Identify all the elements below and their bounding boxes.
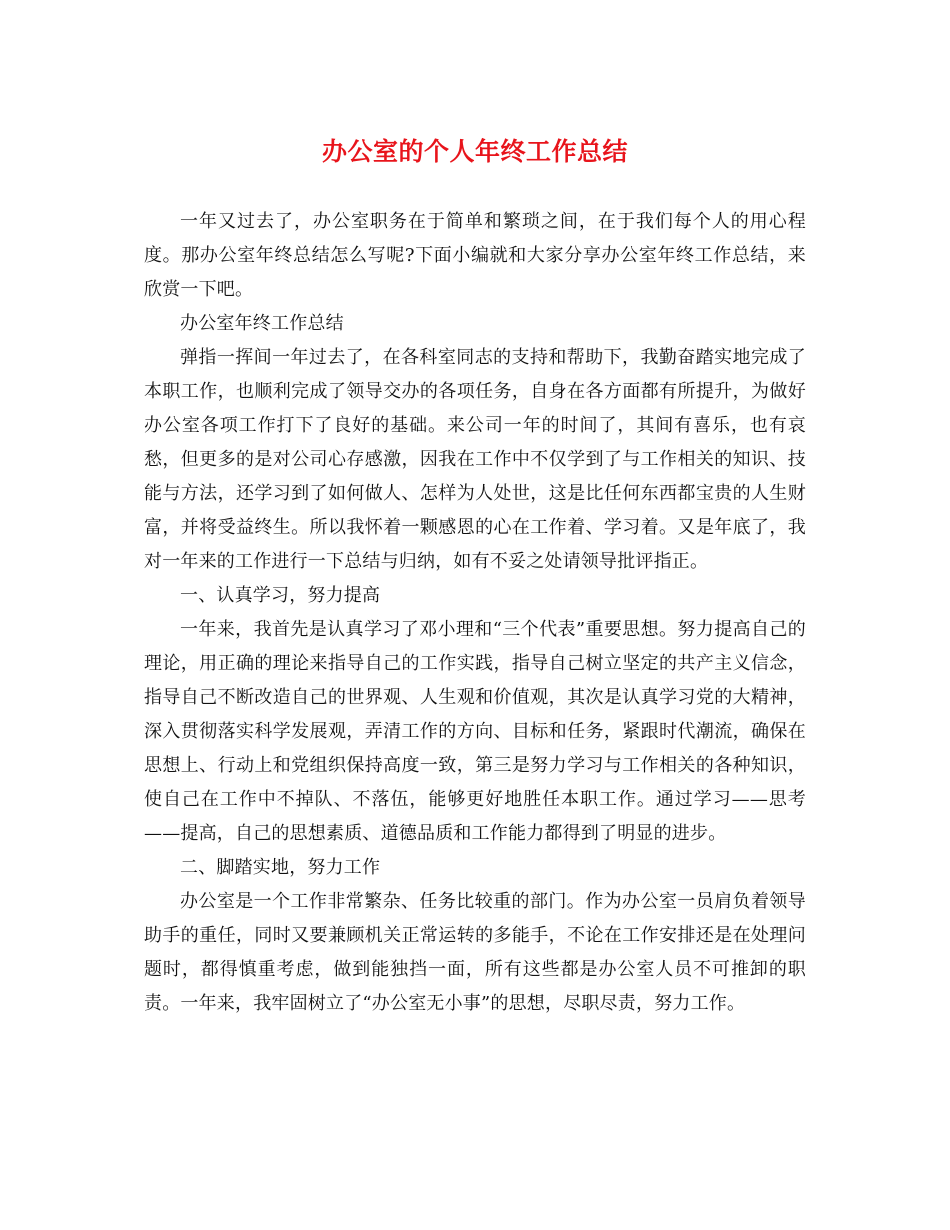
intro-paragraph: 一年又过去了，办公室职务在于简单和繁琐之间，在于我们每个人的用心程度。那办公室年终总结怎么写呢?下面小编就和大家分享办公室年终工作总结，来欣赏一下吧。 bbox=[144, 211, 806, 300]
section-heading-work: 二、脚踏实地，努力工作 bbox=[180, 857, 381, 878]
document-title: 办公室的个人年终工作总结 bbox=[321, 137, 628, 166]
work-paragraph: 办公室是一个工作非常繁杂、任务比较重的部门。作为办公室一员肩负着领导助手的重任，同时又要兼顾机关正常运转的多能手，不论在工作安排还是在处理问题时，都得慎重考虑，做到能独挡一面，所有这些都是办公室人员不可推卸的职责。一年来，我牢固树立了“办公室无小事”的思想，尽职尽责，努力工作。 bbox=[144, 891, 806, 1014]
document-page bbox=[144, 0, 806, 1230]
study-paragraph: 一年来，我首先是认真学习了邓小理和“三个代表”重要思想。努力提高自己的理论，用正确的理论来指导自己的工作实践，指导自己树立坚定的共产主义信念，指导自己不断改造自己的世界观、人生观和价值观，其次是认真学习党的大精神，深入贯彻落实科学发展观，弄清工作的方向、目标和任务，紧跟时代潮流，确保在思想上、行动上和党组织保持高度一致，第三是努力学习与工作相关的各种知识，使自己在工作中不掉队、不落伍，能够更好地胜任本职工作。通过学习——思考——提高，自己的思想素质、道德品质和工作能力都得到了明显的进步。 bbox=[144, 619, 806, 844]
section-heading-study: 一、认真学习，努力提高 bbox=[180, 585, 381, 606]
section-heading-summary: 办公室年终工作总结 bbox=[180, 313, 344, 334]
document-body bbox=[144, 205, 806, 1021]
summary-paragraph: 弹指一挥间一年过去了，在各科室同志的支持和帮助下，我勤奋踏实地完成了本职工作，也顺利完成了领导交办的各项任务，自身在各方面都有所提升，为做好办公室各项工作打下了良好的基础。来公司一年的时间了，其间有喜乐，也有哀愁，但更多的是对公司心存感激，因我在工作中不仅学到了与工作相关的知识、技能与方法，还学习到了如何做人、怎样为人处世，这是比任何东西都宝贵的人生财富，并将受益终生。所以我怀着一颗感恩的心在工作着、学习着。又是年底了，我对一年来的工作进行一下总结与归纳，如有不妥之处请领导批评指正。 bbox=[144, 347, 806, 572]
